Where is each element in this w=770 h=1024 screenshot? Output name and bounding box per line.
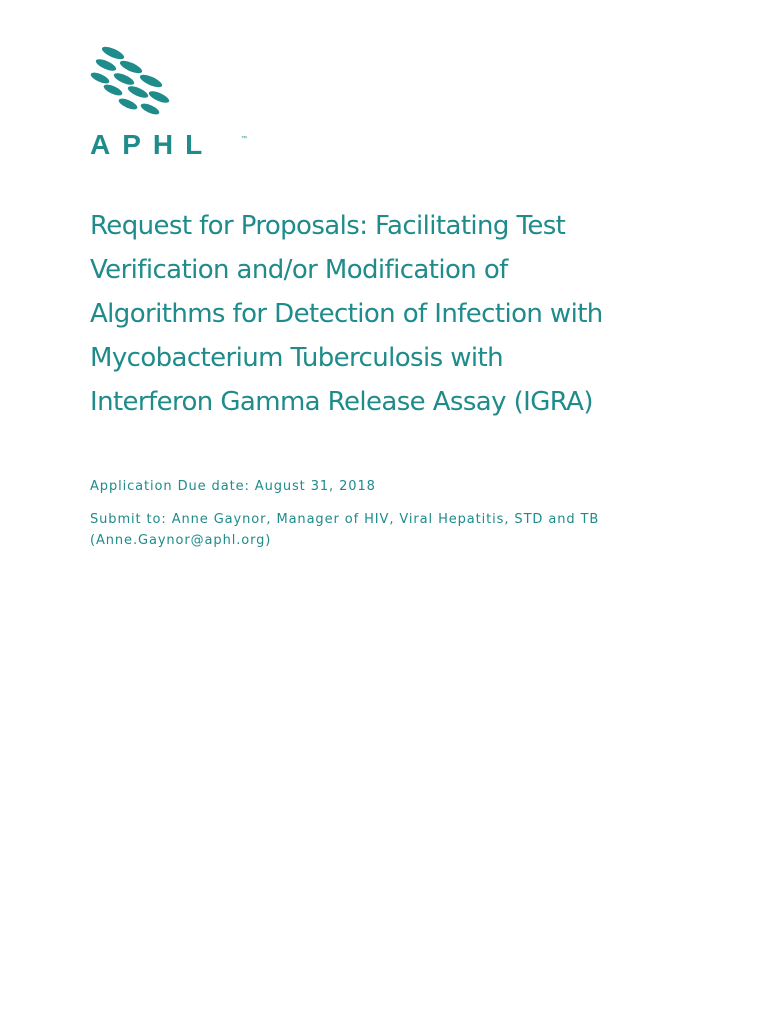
submit-to <box>90 509 710 551</box>
submit-to-email: (Anne.Gaynor@aphl.org) <box>90 533 272 548</box>
logo-wordmark: APHL <box>90 129 215 160</box>
aphl-logo <box>88 44 263 169</box>
application-due-date: Application Due date: August 31, 2018 <box>90 479 376 494</box>
document-title: Request for Proposals: Facilitating Test Verification and/or Modification of Algorithms for Detection of Infection with Mycobacterium Tuberculosis with Interferon Gamma Release Assay (IGRA) <box>90 211 603 417</box>
trademark-symbol: ™ <box>241 136 247 142</box>
aphl-logo-icon <box>88 44 263 134</box>
submit-to-contact: Submit to: Anne Gaynor, Manager of HIV, Viral Hepatitis, STD and TB <box>90 512 600 527</box>
